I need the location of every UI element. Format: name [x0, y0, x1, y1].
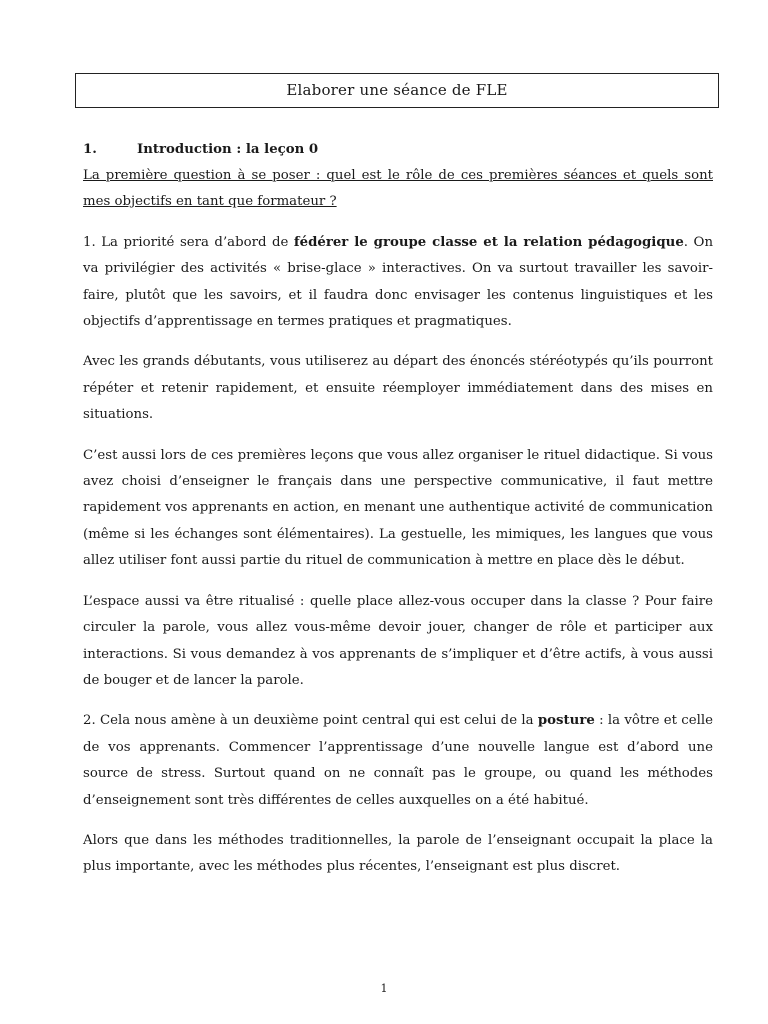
paragraph-5-bold: posture: [537, 713, 595, 729]
paragraph-1-after: . On va privilégier des activités « brise-glace » interactives. On va surtout travailler les savoir-faire, plutôt que les savoirs, et il faudra donc envisager les contenus linguistiques et les objectifs d’apprentissage en termes pratiques et pragmatiques.: [83, 234, 714, 330]
section-heading: [83, 137, 713, 163]
paragraph-5: [83, 708, 713, 814]
paragraph-2: Avec les grands débutants, vous utiliserez au départ des énoncés stéréotypés qu’ils pourront répéter et retenir rapidement, et ensuite réemployer immédiatement dans des mises en situations.: [83, 354, 713, 423]
section-title: Introduction : la leçon 0: [137, 142, 319, 157]
document-title: Elaborer une séance de FLE: [75, 73, 719, 108]
paragraph-1-bold: fédérer le groupe classe et la relation pédagogique: [293, 234, 684, 250]
section-number: 1.: [83, 142, 97, 157]
page-number: 1: [380, 982, 388, 995]
paragraph-4: L’espace aussi va être ritualisé : quelle place allez-vous occuper dans la classe ? Pour faire circuler la parole, vous allez vous-même devoir jouer, changer de rôle et participer aux interactions. Si vous demandez à vos apprenants de s’impliquer et d’être actifs, à vous aussi de bouger et de lancer la parole.: [83, 593, 713, 688]
paragraph-1: [83, 230, 713, 336]
document-body: [83, 137, 713, 895]
paragraph-1-before: 1. La priorité sera d’abord de: [83, 234, 294, 250]
paragraph-5-before: 2. Cela nous amène à un deuxième point central qui est celui de la: [83, 713, 538, 729]
paragraph-5-after: : la vôtre et celle de vos apprenants. Commencer l’apprentissage d’une nouvelle langue est d’abord une source de stress. Surtout quand on ne connaît pas le groupe, ou quand les méthodes d’enseignement sont très différentes de celles auxquelles on a été habitué.: [83, 713, 713, 808]
guiding-question: La première question à se poser : quel est le rôle de ces premières séances et quels sont mes objectifs en tant que formateur ?: [83, 168, 713, 210]
paragraph-3: C’est aussi lors de ces premières leçons que vous allez organiser le rituel didactique. Si vous avez choisi d’enseigner le français dans une perspective communicative, il faut mettre rapidement vos apprenants en action, en menant une authentique activité de communication (même si les échanges sont élémentaires). La gestuelle, les mimiques, les langues que vous allez utiliser font aussi partie du rituel de communication à mettre en place dès le début.: [83, 447, 713, 569]
paragraph-6: Alors que dans les méthodes traditionnelles, la parole de l’enseignant occupait la place la plus importante, avec les méthodes plus récentes, l’enseignant est plus discret.: [83, 832, 713, 875]
